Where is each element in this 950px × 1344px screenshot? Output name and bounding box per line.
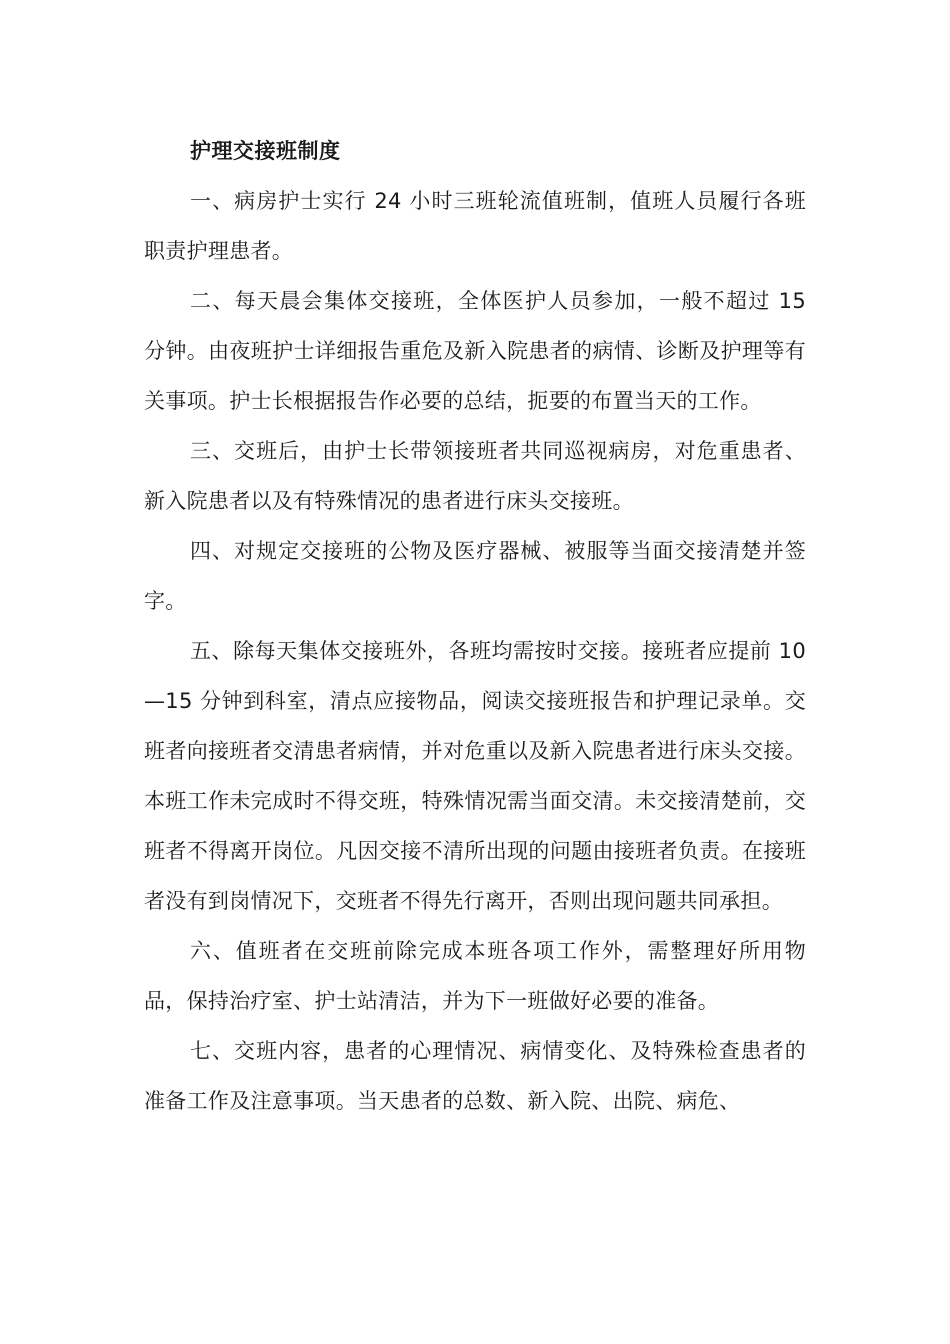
document-page bbox=[144, 126, 806, 1126]
document-title: 护理交接班制度 bbox=[190, 139, 341, 163]
paragraph-4: 四、对规定交接班的公物及医疗器械、被服等当面交接清楚并签字。 bbox=[144, 539, 806, 613]
paragraph-3: 三、交班后，由护士长带领接班者共同巡视病房，对危重患者、新入院患者以及有特殊情况的患者进行床头交接班。 bbox=[144, 439, 806, 513]
paragraph-1: 一、病房护士实行 24 小时三班轮流值班制，值班人员履行各班职责护理患者。 bbox=[144, 189, 806, 263]
paragraph-5: 五、除每天集体交接班外，各班均需按时交接。接班者应提前 10—15 分钟到科室，清点应接物品，阅读交接班报告和护理记录单。交班者向接班者交清患者病情，并对危重以及新入院患者进行床头交接。本班工作未完成时不得交班，特殊情况需当面交清。未交接清楚前，交班者不得离开岗位。凡因交接不清所出现的问题由接班者负责。在接班者没有到岗情况下，交班者不得先行离开，否则出现问题共同承担。 bbox=[144, 639, 806, 913]
paragraph-7: 七、交班内容，患者的心理情况、病情变化、及特殊检查患者的准备工作及注意事项。当天患者的总数、新入院、出院、病危、 bbox=[144, 1039, 806, 1113]
paragraph-2: 二、每天晨会集体交接班，全体医护人员参加，一般不超过 15 分钟。由夜班护士详细报告重危及新入院患者的病情、诊断及护理等有关事项。护士长根据报告作必要的总结，扼要的布置当天的工作。 bbox=[144, 289, 806, 413]
paragraph-6: 六、值班者在交班前除完成本班各项工作外，需整理好所用物品，保持治疗室、护士站清洁，并为下一班做好必要的准备。 bbox=[144, 939, 806, 1013]
